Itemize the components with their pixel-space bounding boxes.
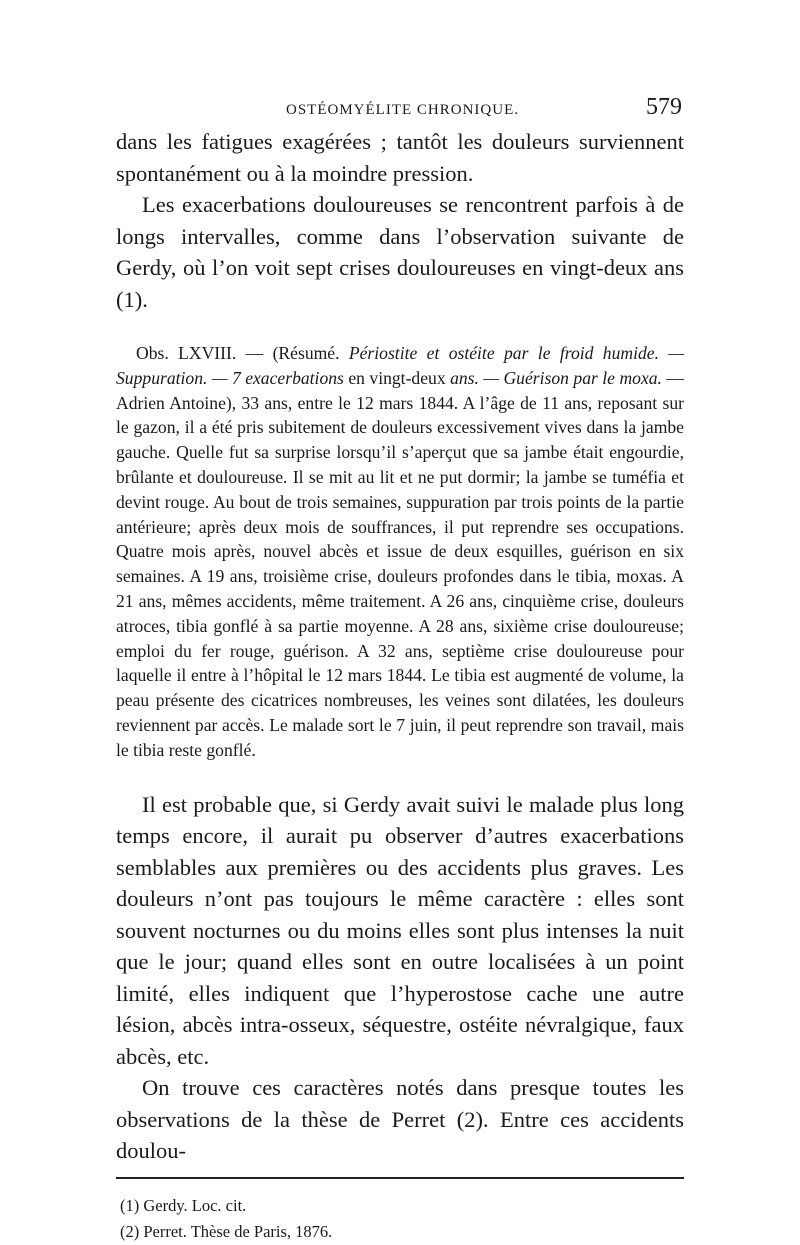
footnote-2: (2) Perret. Thèse de Paris, 1876.: [120, 1221, 333, 1241]
observation-mid: en vingt-deux: [343, 367, 451, 388]
observation-label: Obs. LXVIII. — (Résumé.: [136, 343, 349, 363]
observation-body: — Adrien Antoine), 33 ans, entre le 12 mars 1844. A l’âge de 11 ans, reposant sur le gazon, il a été pris subitement de douleurs excessivement vives dans la jambe gauche. Quelle fut sa surprise lorsqu’il s’aperçut que sa jambe était engourdie, brûlante et douloureuse. Il se mit au lit et ne put dormir; la jambe se tuméfia et devint rouge. Au bout de trois semaines, suppuration par trois points de la partie antérieure; après deux mois de souffrances, il put reprendre ses occupations. Quatre mois après, nouvel abcès et issue de deux esquilles, guérison en six semaines. A 19 ans, troisième crise, douleurs profondes dans le tibia, moxas. A 21 ans, mêmes accidents, même traitement. A 26 ans, cinquième crise, douleurs atroces, tibia gonflé à sa partie moyenne. A 28 ans, sixième crise douloureuse; emploi du fer rouge, guérison. A 32 ans, septième crise douloureuse pour laquelle il entre à l’hôpital le 12 mars 1844. Le tibia est augmenté de volume, la peau présente des cicatrices nombreuses, les veines sont dilatées, les douleurs reviennent par accès. Le malade sort le 7 juin, il peut reprendre son travail, mais le tibia reste gonflé.: [116, 367, 684, 760]
footnote-1: (1) Gerdy. Loc. cit.: [120, 1195, 247, 1215]
paragraph-4: On trouve ces caractères notés dans presque toutes les observations de la thèse de Perret (2). Entre ces accidents doulou-: [116, 1075, 684, 1164]
paragraph-3: Il est probable que, si Gerdy avait suivi le malade plus long temps encore, il aurait pu observer d’autres exacerbations semblables aux premières ou des accidents plus graves. Les douleurs n’ont pas toujours le même caractère : elles sont souvent nocturnes ou du moins elles sont plus intenses la nuit que le jour; quand elles sont en outre localisées à un point limité, elles indiquent que l’hyperostose cache une autre lésion, abcès intra-osseux, séquestre, ostéite névralgique, faux abcès, etc.: [116, 791, 684, 1069]
book-page: [116, 92, 684, 1245]
running-head: OSTÉOMYÉLITE CHRONIQUE.: [286, 102, 519, 118]
observation-italic-title: Périostite et ostéite par le froid humide. — Suppuration. — 7 exacerbations: [116, 343, 684, 388]
paragraph-1: dans les fatigues exagérées ; tantôt les douleurs surviennent spontanément ou à la moindre pression.: [116, 129, 684, 186]
footnote-rule: [116, 1177, 684, 1179]
observation-block: [116, 341, 684, 763]
observation-italic-ans: ans. — Guérison par le moxa.: [450, 367, 662, 388]
paragraph-2: Les exacerbations douloureuses se rencontrent parfois à de longs intervalles, comme dans l’observation suivante de Gerdy, où l’on voit sept crises douloureuses en vingt-deux ans (1).: [116, 192, 684, 312]
page-number: 579: [646, 94, 682, 120]
page-header: [116, 92, 684, 126]
